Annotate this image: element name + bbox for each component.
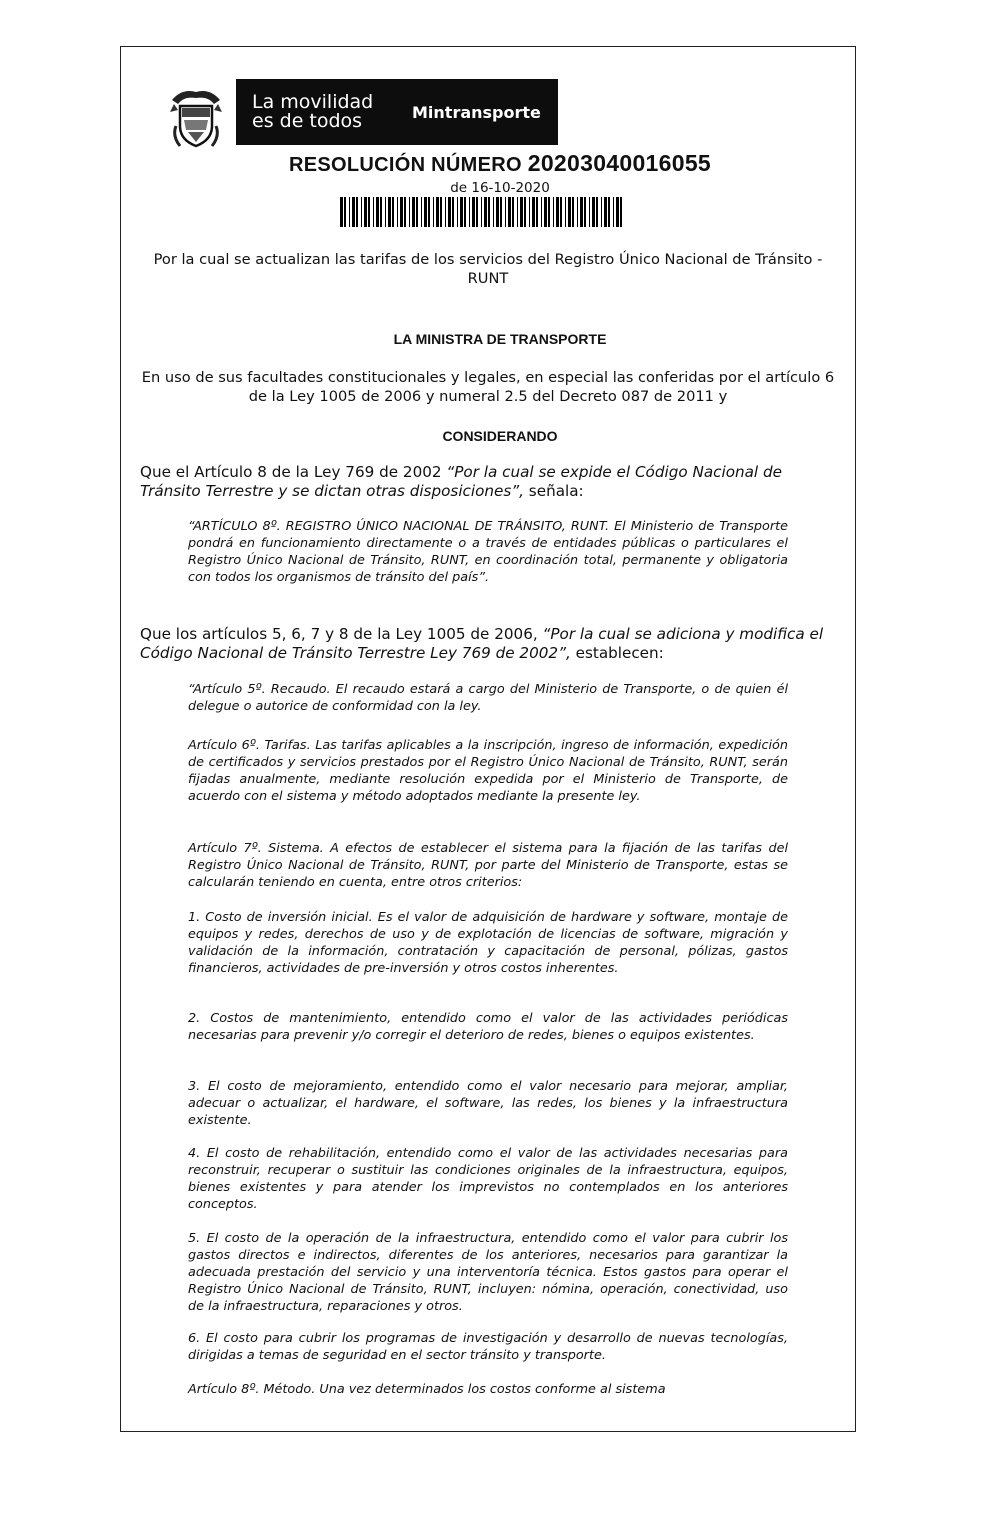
barcode-bar: [601, 197, 602, 227]
barcode-bar: [373, 197, 374, 227]
barcode-bar: [520, 197, 523, 227]
barcode-bar: [472, 197, 475, 227]
barcode-bar: [448, 197, 451, 227]
barcode-bar: [505, 197, 506, 227]
barcode-bar: [436, 197, 439, 227]
barcode-bar: [445, 197, 446, 227]
paragraph-law-769: [140, 463, 840, 501]
barcode-bar: [380, 197, 382, 227]
barcode-bar: [553, 197, 554, 227]
barcode-bar: [584, 197, 586, 227]
barcode-bar: [536, 197, 538, 227]
barcode-bar: [493, 197, 494, 227]
quote-criterion-4: 4. El costo de rehabilitación, entendido como el valor de las actividades necesarias para reconstruir, recuperar o sustituir las condiciones originales de la infraestructura, equipos, bienes existentes y para atender los imprevistos no contemplados en los anteriores conceptos.: [188, 1146, 788, 1212]
barcode-bar: [541, 197, 542, 227]
barcode-bar: [368, 197, 370, 227]
barcode-bar: [589, 197, 590, 227]
barcode-bar: [349, 197, 350, 227]
resolution-number: 20203040016055: [527, 150, 712, 176]
use-of-powers: En uso de sus facultades constitucionales y legales, en especial las conferidas por el artículo 6 de la Ley 1005 de 2006 y numeral 2.5 del Decreto 087 de 2011 y: [141, 369, 835, 405]
quote-criterion-3: 3. El costo de mejoramiento, entendido como el valor necesario para mejorar, ampliar, adecuar o actualizar, el hardware, el software, las redes, los bienes y la infraestructura existente.: [188, 1079, 788, 1128]
header-banner: [236, 79, 558, 145]
quote-criterion-2: 2. Costos de mantenimiento, entendido como el valor de las actividades periódicas necesarias para prevenir y/o corregir el deterioro de redes, bienes o equipos existentes.: [188, 1011, 788, 1043]
barcode-bar: [416, 197, 418, 227]
barcode: [340, 197, 626, 227]
resolution-title: [0, 150, 1000, 177]
barcode-bar: [616, 197, 619, 227]
barcode-bar: [457, 197, 458, 227]
barcode-bar: [440, 197, 442, 227]
barcode-bar: [517, 197, 518, 227]
barcode-bar: [604, 197, 607, 227]
barcode-bar: [488, 197, 490, 227]
barcode-bar: [560, 197, 562, 227]
paragraph-lead: Que el Artículo 8 de la Ley 769 de 2002: [140, 463, 447, 481]
quote-criterion-5: 5. El costo de la operación de la infraestructura, entendido como el valor para cubrir los gastos directos e indirectos, diferentes de los anteriores, necesarios para garantizar la adecuada prestación del servicio y una interventoría técnica. Estos gastos para operar el Registro Único Nacional de Tránsito, RUNT, incluyen: nómina, operación, conectividad, uso de la infraestructura, reparaciones y otros.: [188, 1231, 788, 1314]
quote-criterion-6: 6. El costo para cubrir los programas de investigación y desarrollo de nuevas tecnologías, dirigidas a temas de seguridad en el sector tránsito y transporte.: [188, 1331, 788, 1363]
paragraph-law-1005: [140, 625, 840, 663]
barcode-bar: [356, 197, 358, 227]
slogan-line-1: La movilidad: [252, 91, 374, 113]
paragraph-law-title: “Por la cual se adiciona y modifica el Código Nacional de Tránsito Terrestre Ley 769 de 2002”,: [140, 625, 824, 662]
barcode-bar: [580, 197, 583, 227]
barcode-bar: [364, 197, 367, 227]
barcode-bar: [397, 197, 398, 227]
colombia-coat-of-arms-icon: [168, 86, 224, 152]
barcode-bar: [565, 197, 566, 227]
barcode-bar: [556, 197, 559, 227]
barcode-bar: [608, 197, 610, 227]
barcode-bar: [532, 197, 535, 227]
barcode-bar: [412, 197, 415, 227]
quote-article-7: Artículo 7º. Sistema. A efectos de establecer el sistema para la fijación de las tarifas del Registro Único Nacional de Tránsito, RUNT, por parte del Ministerio de Transporte, estas se calcularán teniendo en cuenta, entre otros criterios:: [188, 841, 788, 890]
barcode-bar: [592, 197, 595, 227]
resolution-date: de 16-10-2020: [450, 180, 550, 196]
brand-name: Mintransporte: [412, 103, 541, 122]
barcode-bar: [496, 197, 499, 227]
barcode-bar: [548, 197, 550, 227]
barcode-bar: [428, 197, 430, 227]
barcode-bar: [385, 197, 386, 227]
barcode-bar: [361, 197, 362, 227]
barcode-bar: [481, 197, 482, 227]
barcode-bar: [340, 197, 343, 227]
barcode-bar: [352, 197, 355, 227]
barcode-bar: [421, 197, 422, 227]
quote-article-5: “Artículo 5º. Recaudo. El recaudo estará a cargo del Ministerio de Transporte, o de quien él delegue o autorice de conformidad con la ley.: [188, 682, 788, 714]
barcode-bar: [409, 197, 410, 227]
barcode-bar: [620, 197, 622, 227]
barcode-bar: [577, 197, 578, 227]
barcode-bar: [524, 197, 526, 227]
resolution-subject: Por la cual se actualizan las tarifas de los servicios del Registro Único Nacional de Tránsito - RUNT: [153, 251, 823, 287]
barcode-bar: [464, 197, 466, 227]
barcode-bar: [544, 197, 547, 227]
paragraph-law-title: “Por la cual se expide el Código Nacional de Tránsito Terrestre y se dictan otras disposiciones”,: [140, 463, 782, 500]
barcode-bar: [388, 197, 391, 227]
barcode-bar: [433, 197, 434, 227]
barcode-bar: [529, 197, 530, 227]
paragraph-lead: Que los artículos 5, 6, 7 y 8 de la Ley 1005 de 2006,: [140, 625, 543, 643]
barcode-bar: [460, 197, 463, 227]
barcode-bar: [376, 197, 379, 227]
quote-criterion-1: 1. Costo de inversión inicial. Es el valor de adquisición de hardware y software, montaje de equipos y redes, derechos de uso y de explotación de licencias de software, migración y validación de la información, contratación y capacitación de personal, pólizas, gastos financieros, actividades de pre-inversión y otros costos inherentes.: [188, 910, 788, 976]
barcode-bar: [469, 197, 470, 227]
barcode-bar: [424, 197, 427, 227]
barcode-bar: [596, 197, 598, 227]
slogan-line-2: es de todos: [252, 110, 363, 132]
barcode-bar: [476, 197, 478, 227]
barcode-bar: [500, 197, 502, 227]
resolution-title-text: RESOLUCIÓN NÚMERO: [288, 154, 522, 176]
paragraph-tail: señala:: [523, 482, 584, 500]
barcode-bar: [568, 197, 571, 227]
considering-heading: CONSIDERANDO: [442, 428, 558, 444]
barcode-bar: [400, 197, 403, 227]
paragraph-tail: establecen:: [570, 644, 664, 662]
barcode-bar: [452, 197, 454, 227]
barcode-bar: [512, 197, 514, 227]
barcode-bar: [392, 197, 394, 227]
barcode-bar: [344, 197, 346, 227]
authority-heading: LA MINISTRA DE TRANSPORTE: [393, 331, 607, 347]
quote-article-6: Artículo 6º. Tarifas. Las tarifas aplicables a la inscripción, ingreso de información, expedición de certificados y servicios prestados por el Registro Único Nacional de Tránsito, RUNT, serán fijadas anualmente, mediante resolución expedida por el Ministerio de Transporte, de acuerdo con el sistema y método adoptados mediante la presente ley.: [188, 738, 788, 804]
barcode-bar: [572, 197, 574, 227]
barcode-bar: [484, 197, 487, 227]
barcode-bar: [508, 197, 511, 227]
quote-article-8: “ARTÍCULO 8º. REGISTRO ÚNICO NACIONAL DE TRÁNSITO, RUNT. El Ministerio de Transporte pondrá en funcionamiento directamente o a través de entidades públicas o particulares el Registro Único Nacional de Tránsito, RUNT, en coordinación total, permanente y obligatoria con todos los organismos de tránsito del país”.: [188, 519, 788, 585]
barcode-bar: [404, 197, 406, 227]
quote-article-8-method: Artículo 8º. Método. Una vez determinados los costos conforme al sistema: [188, 1382, 666, 1397]
barcode-bar: [613, 197, 614, 227]
